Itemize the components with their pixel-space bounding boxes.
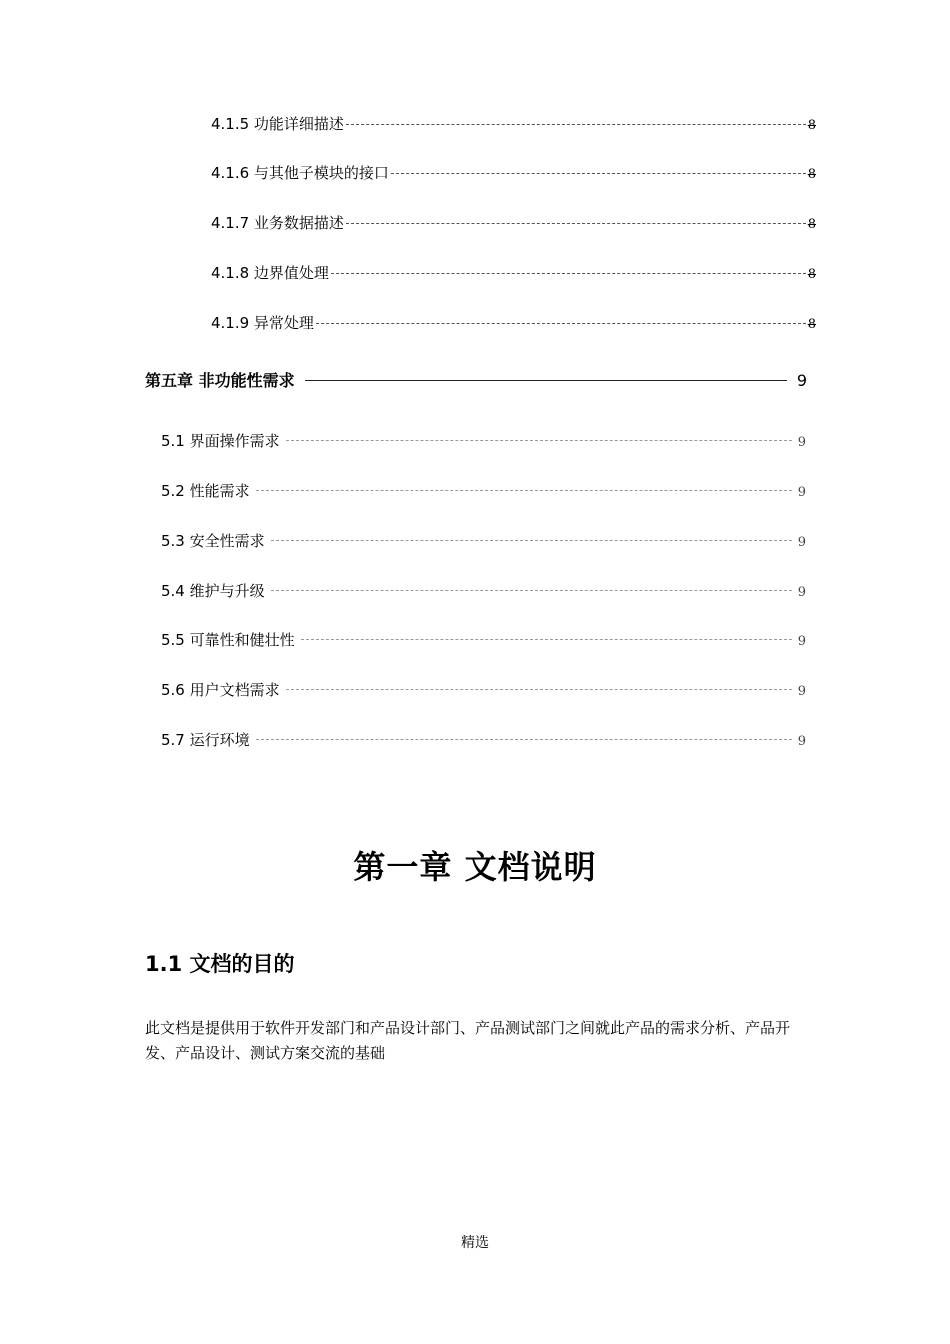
toc-leader xyxy=(301,639,792,640)
toc-entry-label: 4.1.5 功能详细描述 xyxy=(211,115,344,133)
toc-page-number: 9 xyxy=(797,435,806,450)
toc-page-number: 9 xyxy=(797,734,806,749)
toc-leader xyxy=(256,739,792,740)
toc-entry[interactable] xyxy=(161,580,806,601)
toc-entry-label: 4.1.7 业务数据描述 xyxy=(211,214,344,232)
toc-leader xyxy=(331,273,806,274)
toc-entry[interactable] xyxy=(211,162,816,183)
toc-entry-label: 5.5 可靠性和健壮性 xyxy=(161,631,295,649)
toc-page-number: 8 xyxy=(807,118,816,133)
toc-page-number: 9 xyxy=(796,371,807,390)
toc-entry[interactable] xyxy=(161,480,806,501)
toc-leader xyxy=(346,124,806,125)
toc-page-number: 9 xyxy=(797,585,806,600)
toc-page-number: 8 xyxy=(807,317,816,332)
toc-leader xyxy=(346,223,806,224)
toc-page-number: 9 xyxy=(797,535,806,550)
toc-entry-label: 5.3 安全性需求 xyxy=(161,532,265,550)
toc-leader xyxy=(391,173,806,174)
page-footer: 精选 xyxy=(461,1235,489,1251)
toc-leader xyxy=(286,689,792,690)
toc-leader xyxy=(256,490,792,491)
toc-page-number: 9 xyxy=(797,634,806,649)
toc-page-number: 8 xyxy=(807,217,816,232)
toc-entry-label: 4.1.8 边界值处理 xyxy=(211,264,329,282)
toc-page-number: 8 xyxy=(807,167,816,182)
toc-entry-label: 5.4 维护与升级 xyxy=(161,582,265,600)
toc-leader xyxy=(271,540,792,541)
toc-leader xyxy=(271,590,792,591)
toc-entry[interactable] xyxy=(161,430,806,451)
toc-leader xyxy=(286,440,792,441)
toc-entry-label: 5.1 界面操作需求 xyxy=(161,432,280,450)
toc-entry-label: 4.1.6 与其他子模块的接口 xyxy=(211,164,389,182)
toc-entry-label: 5.2 性能需求 xyxy=(161,482,250,500)
toc-entry[interactable] xyxy=(211,212,816,233)
body-paragraph: 此文档是提供用于软件开发部门和产品设计部门、产品测试部门之间就此产品的需求分析、产品开发、产品设计、测试方案交流的基础 xyxy=(145,1019,791,1062)
toc-entry[interactable] xyxy=(211,113,816,134)
toc-entry-label: 4.1.9 异常处理 xyxy=(211,314,314,332)
toc-entry[interactable] xyxy=(161,530,806,551)
toc-entry-label: 5.6 用户文档需求 xyxy=(161,681,280,699)
toc-entry[interactable] xyxy=(211,262,816,283)
toc-entry-label: 5.7 运行环境 xyxy=(161,731,250,749)
toc-leader xyxy=(316,323,806,324)
section-title: 1.1 文档的目的 xyxy=(145,952,295,976)
toc-page-number: 8 xyxy=(807,267,816,282)
chapter-title: 第一章 文档说明 xyxy=(353,848,597,886)
toc-entry[interactable] xyxy=(161,679,806,700)
toc-chapter-entry[interactable] xyxy=(145,368,807,391)
toc-entry[interactable] xyxy=(161,629,806,650)
toc-leader xyxy=(305,380,787,381)
toc-page-number: 9 xyxy=(797,485,806,500)
toc-chapter-label: 第五章 非功能性需求 xyxy=(145,371,295,390)
toc-entry[interactable] xyxy=(161,729,806,750)
toc-page-number: 9 xyxy=(797,684,806,699)
toc-entry[interactable] xyxy=(211,312,816,333)
